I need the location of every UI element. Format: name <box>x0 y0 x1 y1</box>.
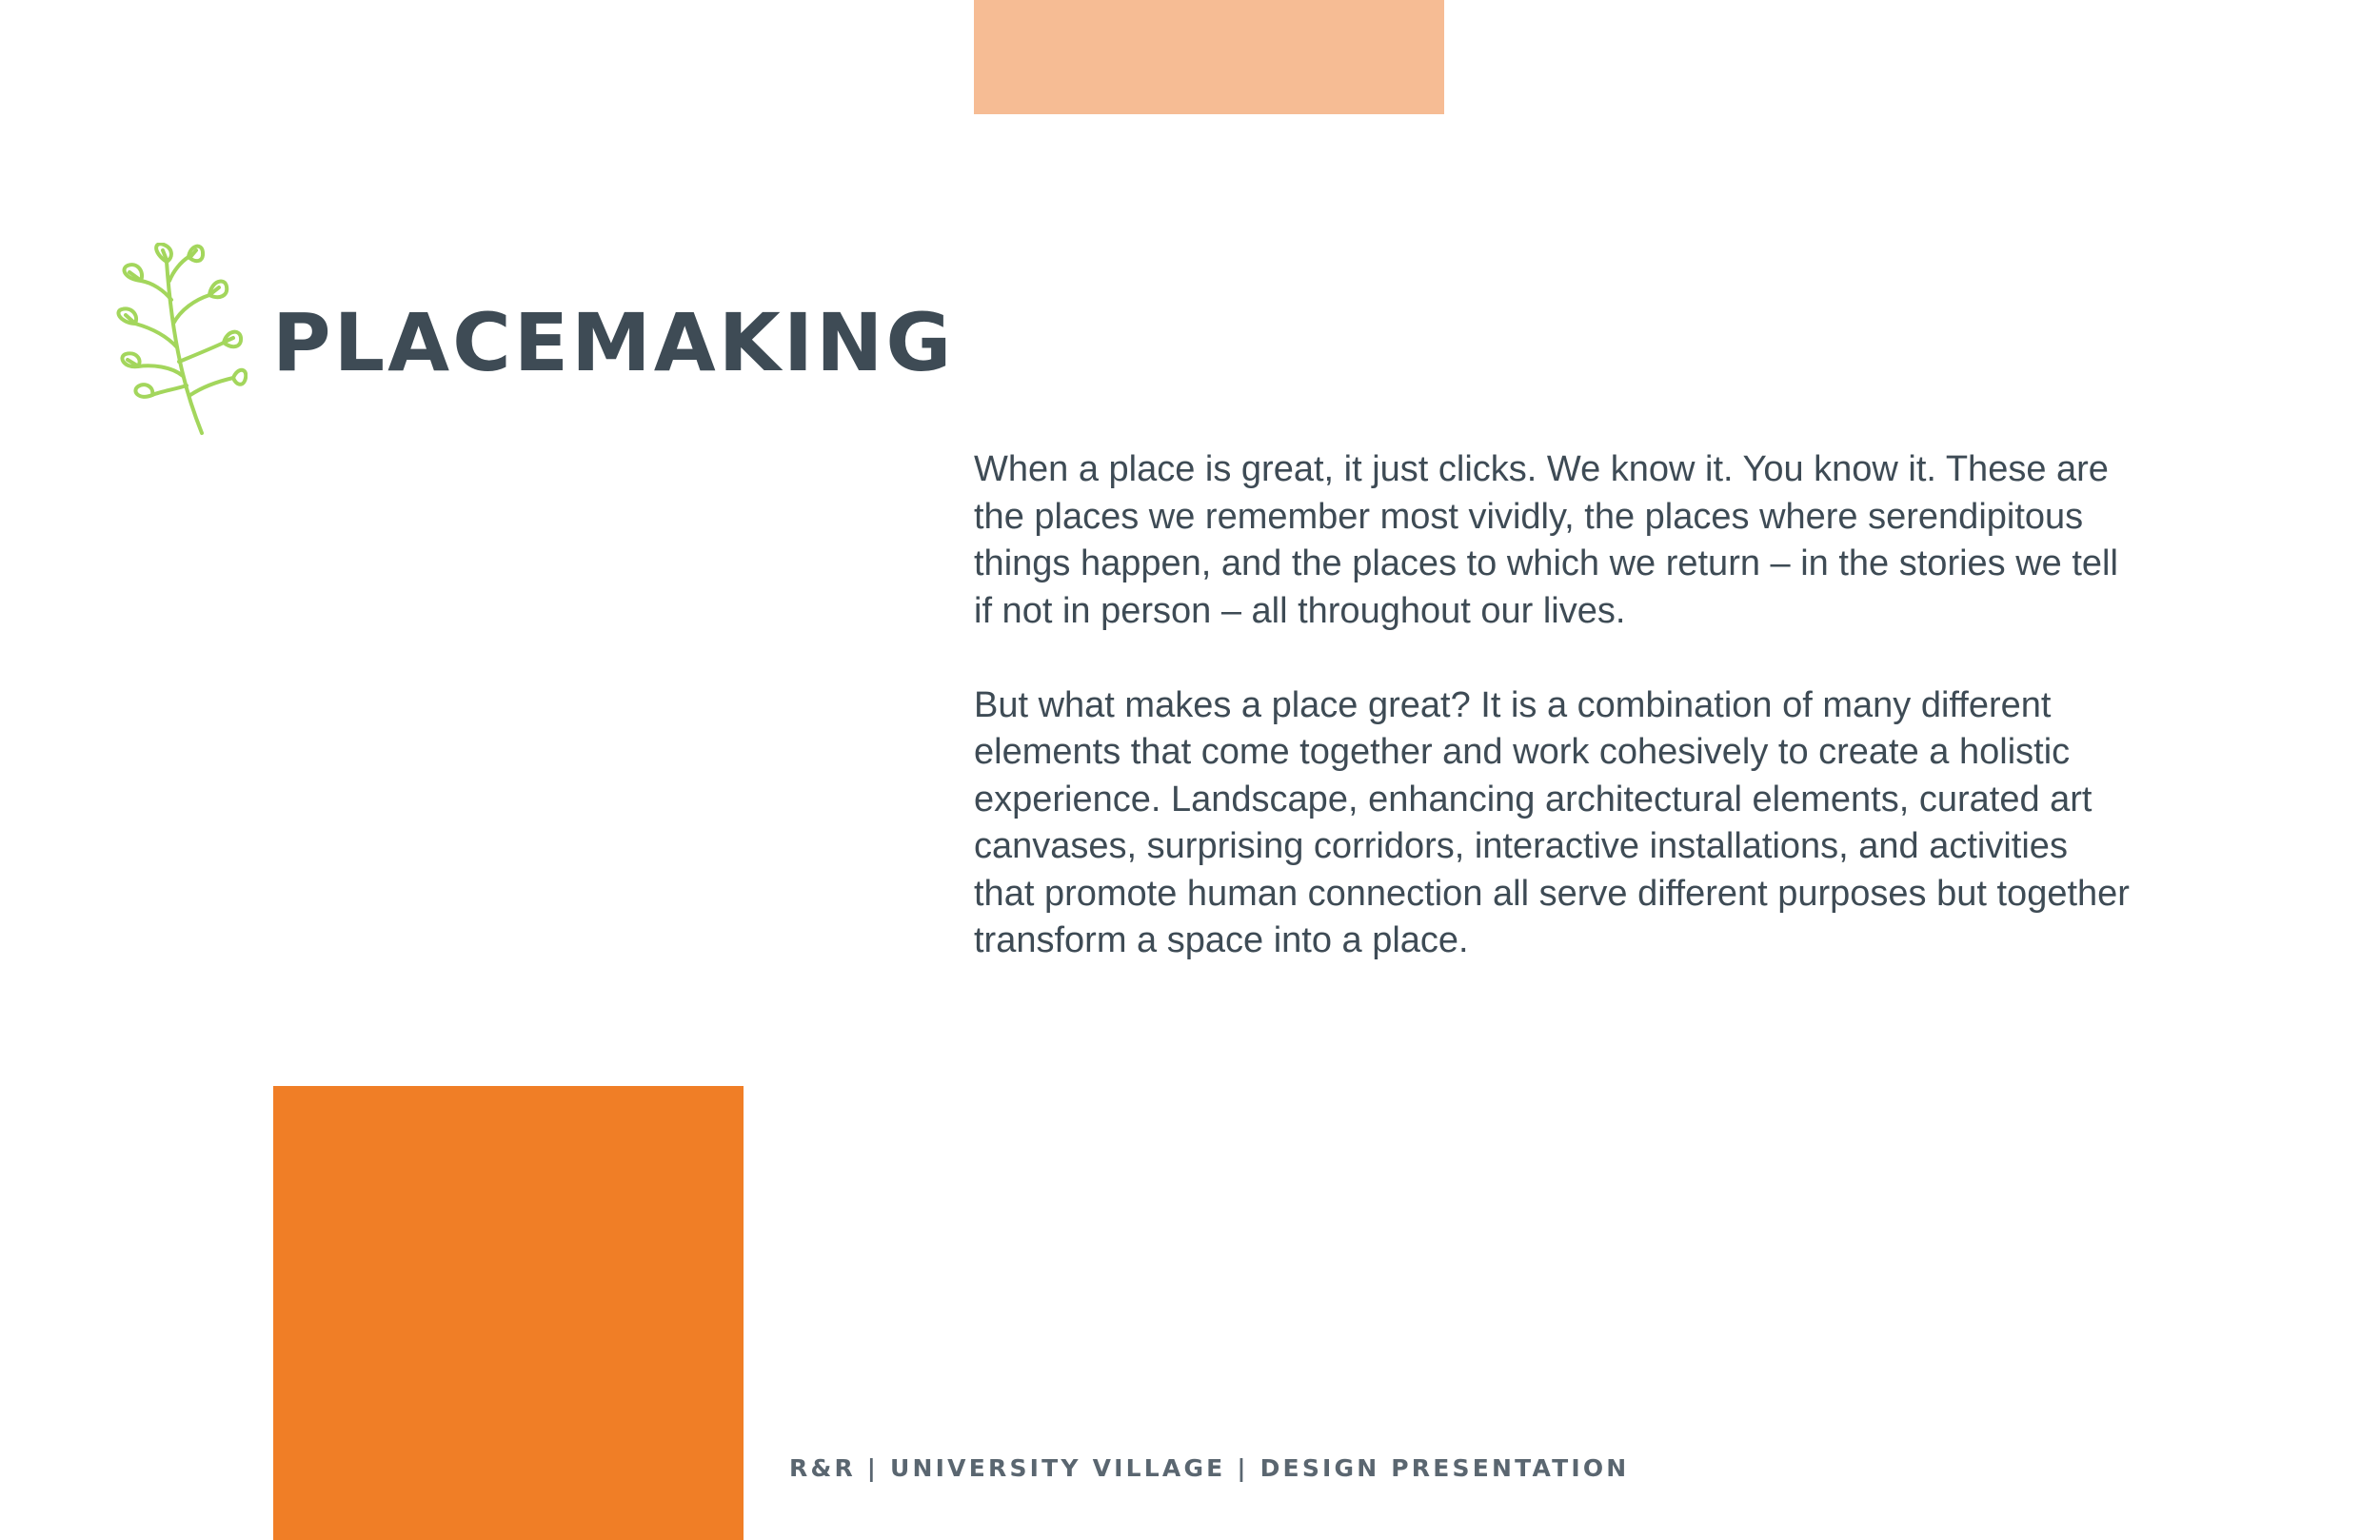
top-accent-block <box>974 0 1444 114</box>
paragraph-intro: When a place is great, it just clicks. We know it. You know it. These are the places we remember most vividly, the places where serendipitous things happen, and the places to which we return – in the stories we tell if not in person – all throughout our lives. <box>974 449 2118 631</box>
paragraph-elements: But what makes a place great? It is a combination of many different elements that come together and work cohesively to create a holistic experience. Landscape, enhancing architectural elements, curated art canvases, surprising corridors, interactive installations, and activities that promote human connection all serve different purposes but together transform a space into a place. <box>974 684 2130 960</box>
page-title: PLACEMAKING <box>272 296 955 389</box>
body-text <box>974 446 2135 1012</box>
bottom-accent-block <box>273 1086 744 1540</box>
leaf-sprig-icon <box>114 243 248 438</box>
footer-caption: R&R | UNIVERSITY VILLAGE | DESIGN PRESENTATION <box>789 1454 1630 1482</box>
